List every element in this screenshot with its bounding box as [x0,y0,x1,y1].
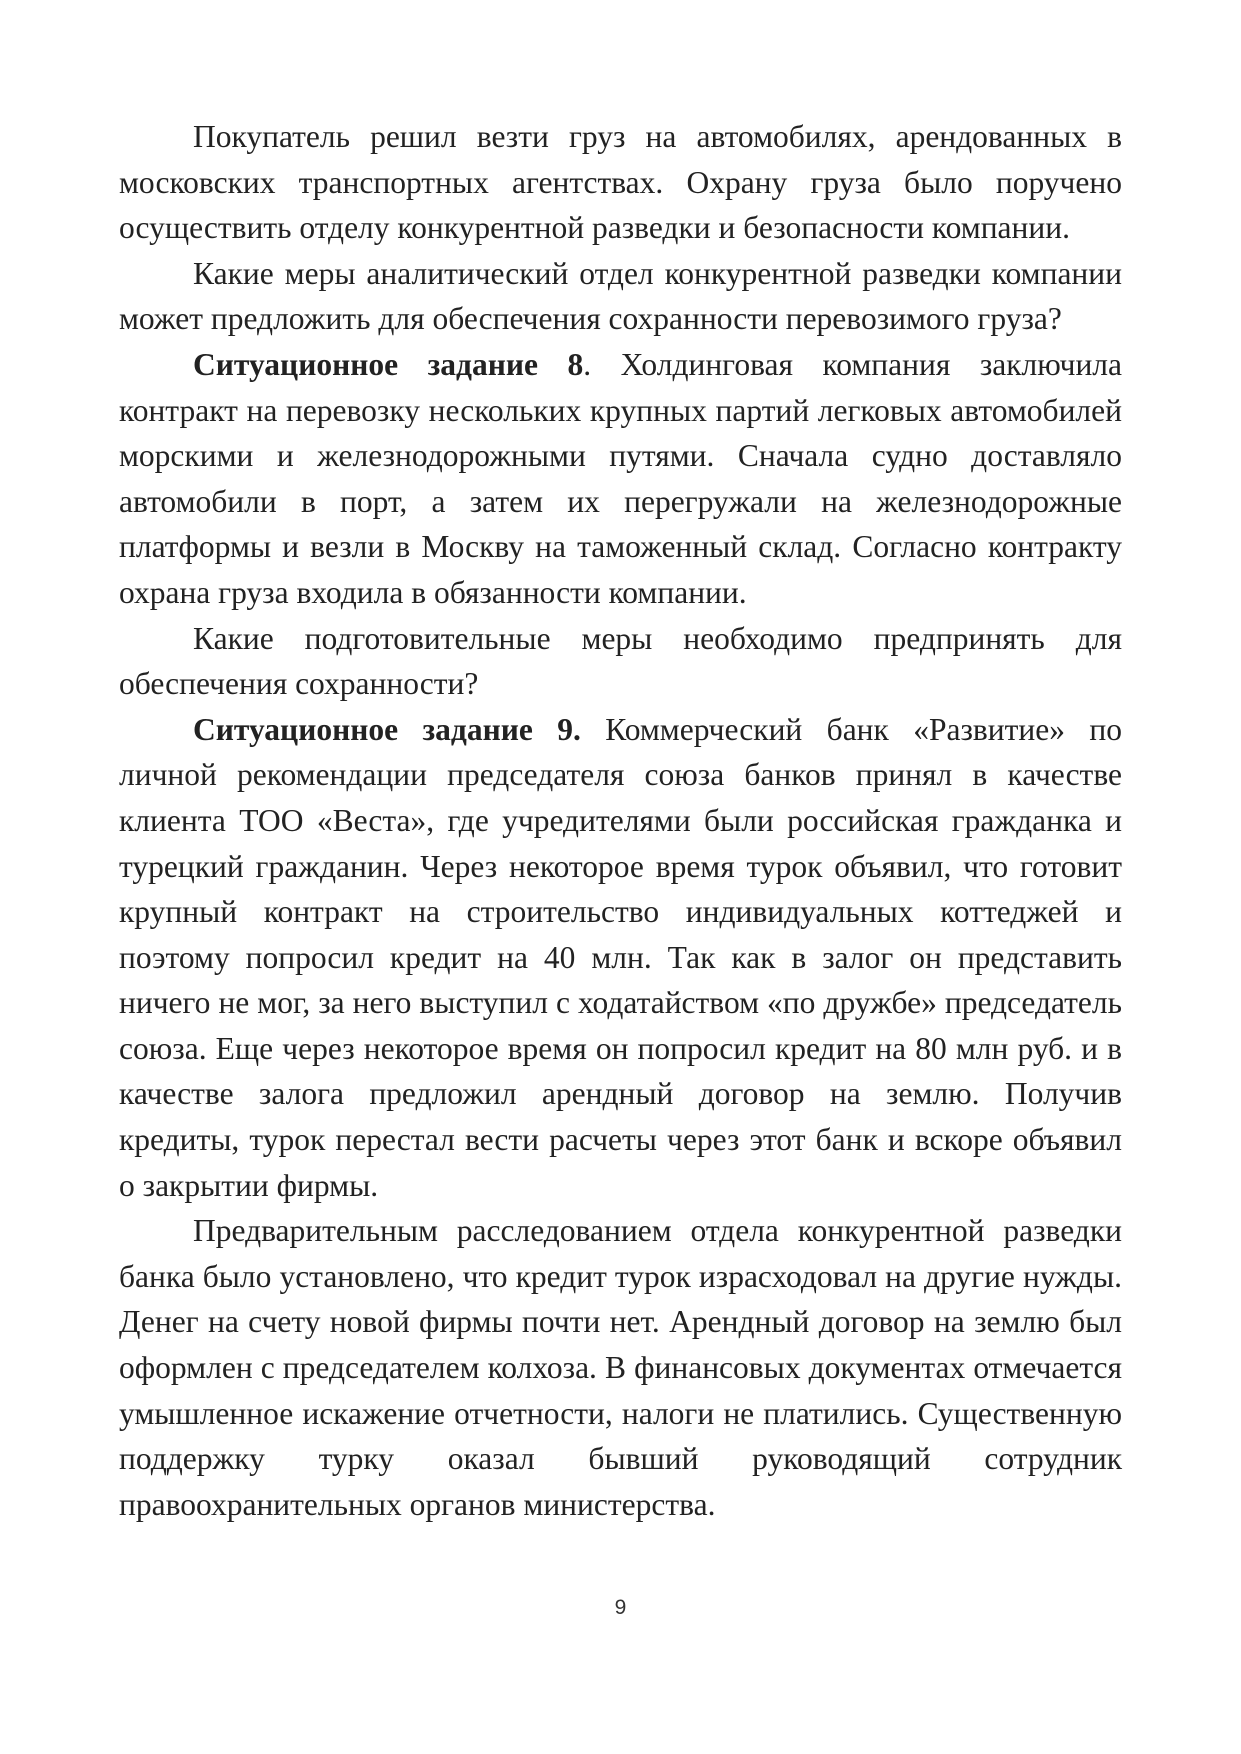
paragraph-investigation [119,1208,1122,1527]
task-9-text: Коммерческий банк «Развитие» по личной рекомендации председателя союза банков принял в качестве клиента ТОО «Веста», где учредителями были российская гражданка и турецкий гражданин. Через некоторое время турок объявил, что готовит крупный контракт на строительство индивидуальных коттеджей и поэтому попросил кредит на 40 млн. Так как в залог он представить ничего не мог, за него выступил с ходатайством «по дружбе» председатель союза. Еще через некоторое время он попросил кредит на 80 млн руб. и в качестве залога предложил арендный договор на землю. Получив кредиты, турок перестал вести расчеты через этот банк и вскоре объявил о закрытии фирмы. [119,711,1122,1203]
task-8-text: . Холдинговая компания заключила контракт на перевозку нескольких крупных партий легковых автомобилей морскими и железнодорожными путями. Сначала судно доставляло автомобили в порт, а затем их перегружали на железнодорожные платформы и везли в Москву на таможенный склад. Согласно контракту охрана груза входила в обязанности компании. [119,346,1122,610]
paragraph-cargo-security [119,114,1122,251]
page-number: 9 [614,1596,627,1619]
paragraph-question-1 [119,251,1122,342]
paragraph-question-2 [119,616,1122,707]
paragraph-text: Предварительным расследованием отдела конкурентной разведки банка было установлено, что кредит турок израсходовал на другие нужды. Денег на счету новой фирмы почти нет. Арендный договор на землю был оформлен с председателем колхоза. В финансовых документах отмечается умышленное искажение отчетности, налоги не платились. Существенную поддержку турку оказал бывший руководящий сотрудник правоохранительных органов министерства. [119,1213,1122,1522]
paragraph-text: Покупатель решил везти груз на автомобилях, арендованных в московских транспортных агентствах. Охрану груза было поручено осуществить отделу конкурентной разведки и безопасности компании. [119,119,1122,246]
task-9-heading: Ситуационное задание 9. [193,711,581,747]
paragraph-task-9 [119,707,1122,1209]
paragraph-text: Какие подготовительные меры необходимо предпринять для обеспечения сохранности? [119,620,1122,702]
paragraph-task-8 [119,342,1122,616]
task-8-heading: Ситуационное задание 8 [193,346,584,382]
page-body [119,114,1122,1527]
paragraph-text: Какие меры аналитический отдел конкурентной разведки компании может предложить для обеспечения сохранности перевозимого груза? [119,255,1122,337]
